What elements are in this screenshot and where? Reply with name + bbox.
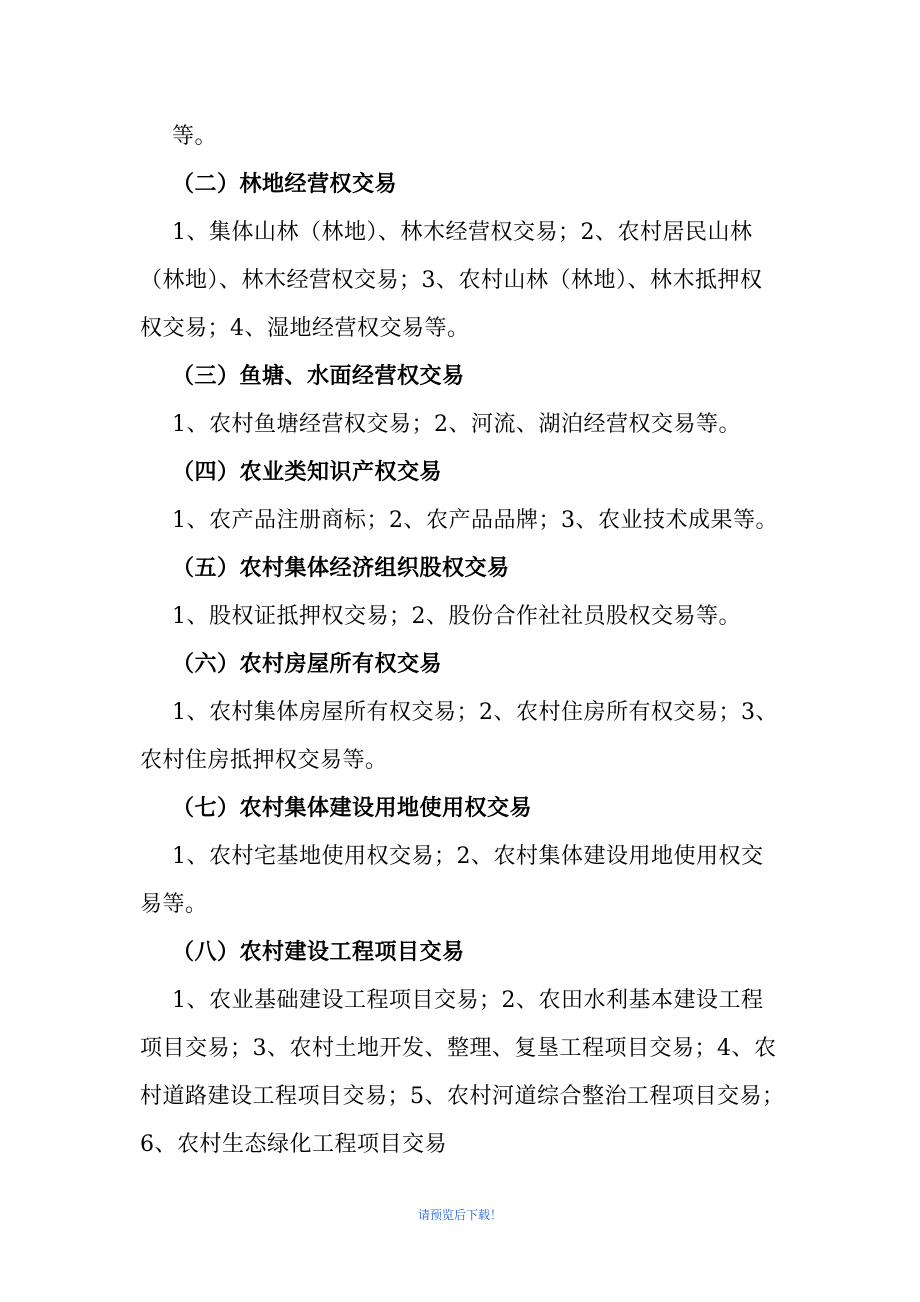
section-heading-5: （五）农村集体经济组织股权交易 [172, 556, 510, 581]
text-line: 等。 [172, 124, 218, 149]
section-heading-7: （七）农村集体建设用地使用权交易 [172, 796, 533, 821]
text-line: 1、农产品注册商标；2、农产品品牌；3、农业技术成果等。 [172, 508, 778, 533]
text-line: 农村住房抵押权交易等。 [140, 748, 388, 773]
text-line: 1、股权证抵押权交易；2、股份合作社社员股权交易等。 [172, 604, 741, 629]
section-heading-3: （三）鱼塘、水面经营权交易 [172, 364, 465, 389]
text-line: （林地）、林木经营权交易；3、农村山林（林地）、林木抵押权 [140, 268, 763, 293]
text-line: 1、集体山林（林地）、林木经营权交易；2、农村居民山林 [172, 220, 753, 245]
section-heading-6: （六）农村房屋所有权交易 [172, 652, 443, 677]
text-line: 1、农村集体房屋所有权交易；2、农村住房所有权交易；3、 [172, 700, 778, 725]
section-heading-8: （八）农村建设工程项目交易 [172, 940, 465, 965]
text-line: 权交易；4、湿地经营权交易等。 [140, 316, 470, 341]
text-line: 易等。 [140, 892, 208, 917]
text-line: 村道路建设工程项目交易；5、农村河道综合整治工程项目交易； [140, 1084, 785, 1109]
text-line: 6、农村生态绿化工程项目交易 [140, 1132, 447, 1157]
section-heading-2: （二）林地经营权交易 [172, 172, 398, 197]
text-line: 1、农村鱼塘经营权交易；2、河流、湖泊经营权交易等。 [172, 412, 741, 437]
section-heading-4: （四）农业类知识产权交易 [172, 460, 443, 485]
text-line: 项目交易；3、农村土地开发、整理、复垦工程项目交易；4、农 [140, 1036, 777, 1061]
footer-download-note: 请预览后下载！ [417, 1208, 502, 1222]
text-line: 1、农业基础建设工程项目交易；2、农田水利基本建设工程 [172, 988, 764, 1013]
text-line: 1、农村宅基地使用权交易；2、农村集体建设用地使用权交 [172, 844, 764, 869]
